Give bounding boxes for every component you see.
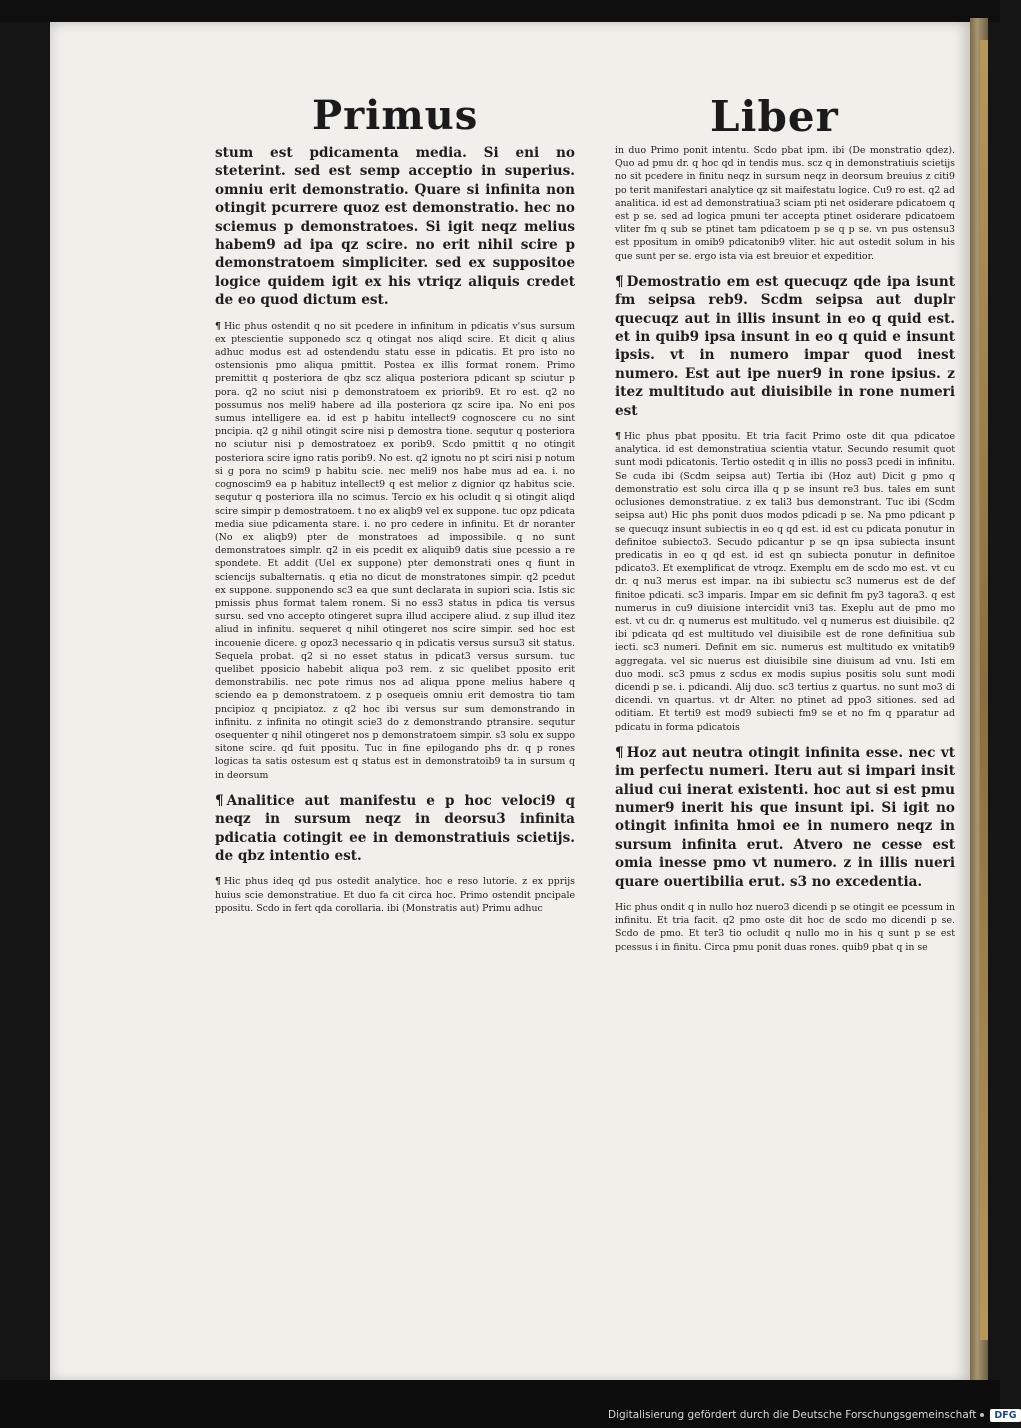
right-text-column xyxy=(615,144,955,964)
header-right-title: Liber xyxy=(710,92,839,141)
pilcrow-icon: ¶ xyxy=(615,273,624,290)
passage-text: stum est pdicamenta media. Si eni no steterint. sed est semp acceptio in superius. omniu erit demonstratio. Quare si infinita non otingit pcurrere quoz est demonstratio. hec no sciemus p demonstratoes. Si igit neqz melius habem9 ad ipa qz scire. no erit nihil scire p demonstratoem simpliciter. sed ex suppositoe logice quidem igit ex his vtriqz aliquis credet de eo quod dictum est. xyxy=(215,145,575,309)
gilded-edge xyxy=(980,40,988,1340)
funding-footer xyxy=(608,1407,1021,1423)
header-left-title: Primus xyxy=(312,92,479,139)
commentary-passage xyxy=(615,144,955,263)
commentary-passage xyxy=(215,875,575,915)
passage-text: Hic phus ondit q in nullo hoz nuero3 dicendi p se otingit ee pcessum in infinitu. Et tria facit. q2 pmo oste dit hoc de scdo mo dicendi p se. Scdo de pmo. Et ter3 tio ocludit q nullo mo in his q sunt p se est pcessus i in finitu. Circa pmu ponit duas rones. quib9 pbat q in se xyxy=(615,902,955,953)
passage-text: Hic phus ideq qd pus ostedit analytice. hoc e reso lutorie. z ex pprijs huius scie demonstratiue. Et duo fa cit circa hoc. Primo ostendit pncipale ppositu. Scdo in fert qda corollaria. ibi (Monstratis aut) Primu adhuc xyxy=(215,876,575,914)
separator-dot-icon xyxy=(980,1413,984,1417)
scanned-page xyxy=(50,22,970,1382)
passage-text: Analitice aut manifestu e p hoc veloci9 q neqz in sursum neqz in deorsu3 infinita pdicatia cotingit ee in demonstratiuis scietijs. de qbz intentio est. xyxy=(215,792,575,864)
text-passage xyxy=(615,273,955,420)
passage-text: Demostratio em est quecuqz qde ipa isunt fm seipsa reb9. Scdm seipsa aut duplr quecuqz aut in illis insunt in eo q quid est. et in quib9 ipsa insunt in eo q quid e insunt ipsis. vt in numero impar quod inest numero. Est aut ipe nuer9 in rone ipsius. z itez multitudo aut diuisibile in rone numeri est xyxy=(615,273,955,419)
passage-text: Hic phus pbat ppositu. Et tria facit Primo oste dit qua pdicatoe analytica. id est demonstratiua scientia vtatur. Secundo resumit quot sunt modi pdicatonis. Tertio ostedit q in illis no poss3 pcedi in infinitu. Se cuda ibi (Scdm seipsa aut) Tertia ibi (Hoz aut) Dicit g pmo q demonstratio est solu circa illa q p se insunt re3 bus. tales em sunt oclusiones demonstratiue. z ex tali3 bus demonstrant. Tuc ibi (Scdm seipsa aut) Hic phs ponit duos modos pdicadi p se. Na pmo pdicant p se quecuqz insunt subiectis in eo q qd est. id est cu pdicata ponutur in definitoe subiecto3. Secudo pdicantur p se qn ipsa subiecta insunt predicatis in eo q qd est. id est qn subiecta ponutur in definitoe pdicato3. Et exemplificat de vtroqz. Exemplu em de scdo mo est. vt cu dr. q nu3 merus est impar. na ibi subiectu sc3 numerus est de def finitoe pdicati. sc3 imparis. Impar em sic definit fm py3 tagora3. q est numerus in cu9 diuisione intercidit vni3 tas. Exeplu aut de pmo mo est. vt cu dr. q numerus est multitudo. vel q numerus est diuisibile. q2 ibi pdicata qd est multitudo vel diuisibile est de rone definitiua sub iecti. sc3 numeri. Definit em sic. numerus est multitudo ex vnitatib9 aggregata. vel sic nuerus est diuisibile sine diuisum ad vnu. Isti em duo modi. sc3 pmus z scdus ex modis supius positis solu sunt modi dicendi p se. i. pdicandi. Alij duo. sc3 tertius z quartus. no sunt mo3 di dicendi. vn quartus. vt dr Alter. no ptinet ad ppo3 sitiones. sed ad oditiam. Et terti9 est mod9 subiecti fm9 se et no fm q pparatur ad pdicatu in forma pdicatois xyxy=(615,431,955,733)
viewer-frame-top xyxy=(0,0,1000,22)
passage-text: Hoz aut neutra otingit infinita esse. nec vt im perfectu numeri. Iteru aut si impari insit aliud cui inerat existenti. hoc aut si est pmu numer9 inerit his que insunt ipi. Si igit no otingit infinita hmoi ee in numero neqz in sursum infinita erut. Atvero ne cesse est omia inesse pmo vt numero. z in illis nueri quare ouertibilia erut. s3 no excedentia. xyxy=(615,744,955,890)
funding-text: Digitalisierung gefördert durch die Deutsche Forschungsgemeinschaft xyxy=(608,1409,977,1421)
pilcrow-icon: ¶ xyxy=(215,876,221,888)
pilcrow-icon: ¶ xyxy=(615,744,624,761)
commentary-passage xyxy=(615,901,955,954)
commentary-passage xyxy=(615,430,955,734)
passage-text: in duo Primo ponit intentu. Scdo pbat ipm. ibi (De monstratio qdez). Quo ad pmu dr. q hoc qd in tendis mus. scz q in demonstratiuis scietijs no sit pcedere in finitu neqz in sursum neqz in deorsum breuius z citi9 po terit manifestari analytice qz sit maifestatu logice. Cu9 ro est. q2 ad analitica. id est ad demonstratiua3 sciam pti net osiderare pdicatoem q est p se. sed ad logica pmuni ter accepta ptinet osiderare pdicatoem vliter fm q sub se ptinet tam pdicatoem p se q p se. vn pus ostensu3 est ppositum in omib9 pdicatonib9 vliter. hic aut ostedit solum in his que sunt per se. ergo ista via est breuior et expeditior. xyxy=(615,145,955,262)
pilcrow-icon: ¶ xyxy=(215,792,224,809)
text-passage xyxy=(215,792,575,866)
left-text-column xyxy=(215,144,575,925)
text-passage xyxy=(215,144,575,310)
text-passage xyxy=(615,744,955,891)
dfg-logo: DFG xyxy=(990,1409,1020,1422)
commentary-passage xyxy=(215,320,575,782)
pilcrow-icon: ¶ xyxy=(615,431,621,443)
passage-text: Hic phus ostendit q no sit pcedere in infinitum in pdicatis v'sus sursum ex ptescientie supponedo scz q otingat nos aliqd scire. Et dicit q alius adhuc modus est ad ostendendu statu esse in pdicatis. Et pro isto no ostensionis pmo aliqua pmittit. Postea ex illis format ronem. Primo premittit q posteriora de qbz scz aliqua posteriora pdicant sp sciutur p pora. q2 no sciut nisi p demonstratoem ex priorib9. Et ro est. q2 no possumus nos meli9 habere ad illa posteriora qz scire ipa. No eni pos sumus intelligere ea. id est p habitu intellect9 cognoscere cu no sint pncipia. q2 g nihil otingit scire nisi p demostra tione. sequtur q posteriora no sciutur nisi p demostratoez ex porib9. Scdo pmittit q no otingit posteriora scire igno ratis porib9. No est. q2 ignotu no pt sciri nisi p notum si g pora no scim9 p habitu scie. nec meli9 nos habe mus ad ea. i. no cognoscim9 ea p habituz intellect9 q est melior z dignior qz habitus scie. sequtur q posteriora illa no scimus. Tercio ex his ocludit q si otingit aliqd scire simpir p demostratoem. t no ex aliqb9 vel ex suppone. tuc opz pdicata media siue pdicamenta stare. i. no pro cedere in infinitu. Et dr noranter (No ex aliqb9) pter de monstratoes ad impossibile. q no sunt demonstratoes simplr. q2 in eis pcedit ex aliquib9 datis siue pcessio a re spondete. Et addit (Uel ex suppone) pter demonstrati ones q fiunt in sciencijs subalternatis. q etia no dicut de monstratones simpir. q2 pcedut ex suppone. supponendo sc3 ea que sunt declarata in supiori scia. Istis sic pmissis phus format talem ronem. Si no ess3 status in pdica tis versus sursu. sed vno accepto otingeret supra illud accipere aliud. z sup illud itez aliud in infinitu. sequeret q nihil otingeret nos scire simpir. sed hoc est incouenie dicere. g opoz3 necessario q in pdicatis versus sursu3 sit status. Sequela probat. q2 si no esset status in pdicat3 versus sursum. tuc quelibet pposicio habebit aliqua po3 rem. z sic quelibet pposito erit demonstrabilis. nec pote rimus nos ad aliqua ppone melius habere q sciendo ea p demonstratoem. z p osequeis omniu erit demostra tio tam pncipioz q pncipiatoz. z q2 hoc ibi versus sur sum demonstrando in infinitu. z infinita no otingit scie3 do z demonstrando ptransire. sequtur osequenter q nihil otingeret nos p demonstratoem simpir. s3 solu ex suppo sitone scire. qd fuit ppositu. Tuc in fine epilogando phs dr. q p rones logicas ta satis ostesum est q status est in demonstratoib9 ta in sursum q in deorsum xyxy=(215,320,575,781)
pilcrow-icon: ¶ xyxy=(215,320,221,332)
